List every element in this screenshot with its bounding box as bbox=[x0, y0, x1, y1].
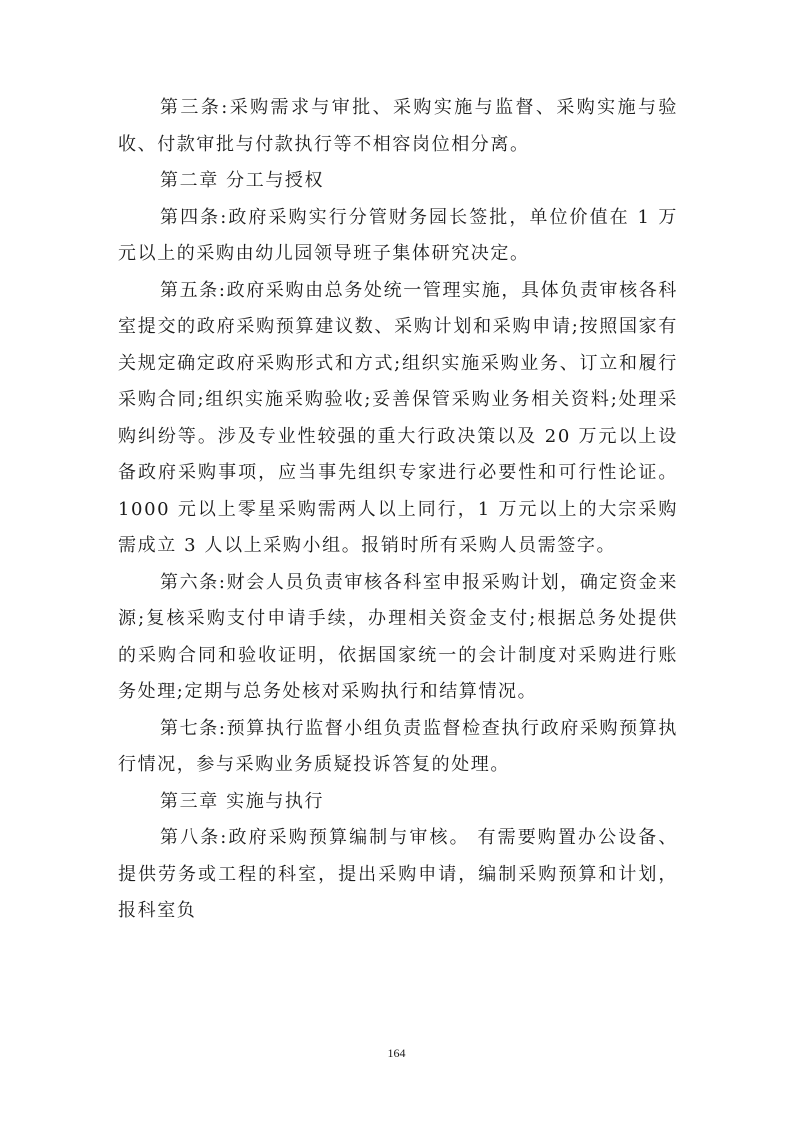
article-3: 第三条:采购需求与审批、采购实施与监督、采购实施与验收、付款审批与付款执行等不相容岗位相分离。 bbox=[118, 97, 678, 155]
chapter-3-heading: 第三章 实施与执行 bbox=[160, 790, 325, 812]
chapter-2-heading: 第二章 分工与授权 bbox=[160, 170, 325, 191]
article-6: 第六条:财会人员负责审核各科室申报采购计划，确定资金来源;复核采购支付申请手续，办理相关资金支付;根据总务处提供的采购合同和验收证明，依据国家统一的会计制度对采购进行账务处理;定期与总务处核对采购执行和结算情况。 bbox=[118, 571, 678, 702]
page-number: 164 bbox=[387, 1046, 406, 1060]
document-body bbox=[118, 90, 678, 930]
article-8: 第八条:政府采购预算编制与审核。 有需要购置办公设备、提供劳务或工程的科室，提出采购申请，编制采购预算和计划，报科室负 bbox=[118, 827, 678, 921]
article-5: 第五条:政府采购由总务处统一管理实施，具体负责审核各科室提交的政府采购预算建议数、采购计划和采购申请;按照国家有关规定确定政府采购形式和方式;组织实施采购业务、订立和履行采购合同;组织实施采购验收;妥善保管采购业务相关资料;处理采购纠纷等。涉及专业性较强的重大行政决策以及 20 万元以上设备政府采购事项，应当事先组织专家进行必要性和可行性论证。1000 元以上零星采购需两人以上同行，1 万元以上的大宗采购需成立 3 人以上采购小组。报销时所有采购人员需签字。 bbox=[118, 279, 678, 556]
article-7: 第七条:预算执行监督小组负责监督检查执行政府采购预算执行情况，参与采购业务质疑投诉答复的处理。 bbox=[118, 717, 678, 775]
article-4: 第四条:政府采购实行分管财务园长签批，单位价值在 1 万元以上的采购由幼儿园领导班子集体研究决定。 bbox=[118, 206, 678, 264]
